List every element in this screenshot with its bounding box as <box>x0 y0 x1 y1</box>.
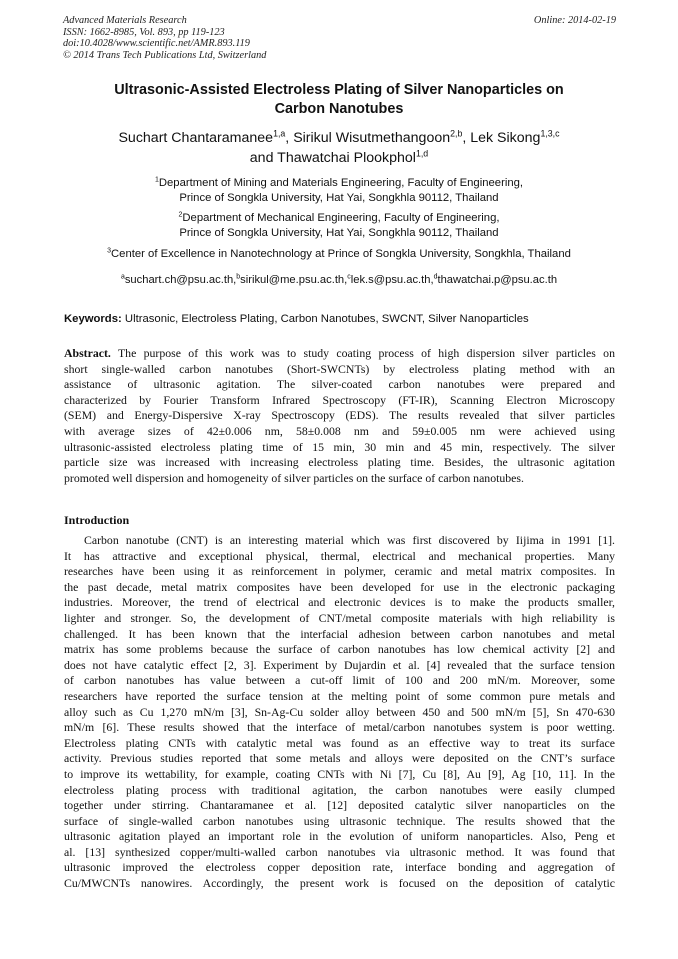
introduction-line <box>64 580 615 596</box>
affiliation-3 <box>40 247 638 262</box>
author-3-sup: 1,3,c <box>540 128 560 139</box>
introduction-line <box>64 720 615 736</box>
abstract-line-text: The purpose of this work was to study coating process of high dispersion silver particles on <box>117 346 615 360</box>
paper-title <box>64 81 614 119</box>
copyright: © 2014 Trans Tech Publications Ltd, Switzerland <box>63 49 267 61</box>
abstract-line <box>64 440 615 456</box>
introduction-line-text: activity. Previous studies reported that some metals and alloys were deposited on the CNT’s surface <box>64 751 615 766</box>
email-d-link[interactable]: thawatchai.p@psu.ac.th <box>437 274 558 286</box>
introduction-line <box>64 658 615 674</box>
introduction-line-text: the past decade, metal matrix composites have been developed for use in the electronic packaging <box>64 579 615 594</box>
abstract-line-text: with average sizes of 42±0.006 nm, 58±0.008 nm and 59±0.005 nm were achieved using <box>64 423 615 438</box>
abstract <box>64 346 615 486</box>
introduction-line-text: matrix has some problems because the surface of carbon nanotubes has low chemical activity [2] and <box>64 642 615 657</box>
keywords-text: Ultrasonic, Electroless Plating, Carbon Nanotubes, SWCNT, Silver Nanoparticles <box>124 313 529 325</box>
introduction-line-text: of carbon nanotubes has value between a cut-off limit of 100 and 200 mN/m. Moreover, some <box>64 673 615 688</box>
introduction-line <box>64 767 615 783</box>
introduction-line-text: It has attractive and exceptional physical, thermal, electrical and mechanical properties. Many <box>64 548 615 563</box>
affiliation-3-sup: 3 <box>107 247 111 255</box>
introduction-line-text: researchers have reported the surface tension at the melting point of some common pure metals and <box>64 688 615 703</box>
introduction-line-text: alloy such as Cu 1,270 mN/m [3], Sn-Ag-Cu solder alloy between 450 and 500 mN/m [5], Sn 470-630 <box>64 704 615 719</box>
introduction-line <box>64 814 615 830</box>
affiliation-2-sup: 2 <box>178 211 183 219</box>
abstract-line <box>64 346 615 362</box>
abstract-line <box>64 408 615 424</box>
introduction-line <box>64 845 615 861</box>
introduction-line-text: challenged. It has been known that the interfacial adhesion between carbon nanotubes and metal <box>64 626 615 641</box>
introduction-line-text: surface of single-walled carbon nanotubes using ultrasonic technique. The results showed that the <box>64 813 615 828</box>
abstract-line-text: assistance of ultrasonic agitation. The silver-coated carbon nanotubes were prepared and <box>64 377 615 392</box>
introduction-line-text: together under stirring. Chantaramanee et al. [12] deposited catalytic silver nanoparticles on the <box>64 798 615 813</box>
abstract-line-text: ultrasonic-assisted electroless plating time of 15 min, 30 min and 45 min, respectively. The silver <box>64 439 615 454</box>
introduction-line <box>64 611 615 627</box>
affiliation-2-line-2: Prince of Songkla University, Hat Yai, Songkhla 90112, Thailand <box>179 227 499 239</box>
introduction-line <box>64 689 615 705</box>
introduction-line <box>64 549 615 565</box>
abstract-line <box>64 455 615 471</box>
introduction-line <box>64 736 615 752</box>
introduction-line <box>64 829 615 845</box>
email-b-link[interactable]: sirikul@me.psu.ac.th, <box>240 274 348 286</box>
affiliation-1-line-1: Department of Mining and Materials Engineering, Faculty of Engineering, <box>158 177 524 189</box>
author-1: Suchart Chantaramanee <box>118 130 274 146</box>
email-a-link[interactable]: suchart.ch@psu.ac.th, <box>124 274 237 286</box>
introduction-line <box>64 705 615 721</box>
keywords-label: Keywords: <box>64 313 122 325</box>
introduction-line <box>64 860 615 876</box>
title-line-1: Ultrasonic-Assisted Electroless Plating of Silver Nanoparticles on <box>114 82 564 98</box>
introduction-line <box>64 751 615 767</box>
introduction-line <box>64 533 615 549</box>
abstract-line-text: (SEM) and Energy-Dispersive X-ray Spectroscopy (EDS). The results revealed that silver particles <box>64 408 615 423</box>
abstract-line <box>64 393 615 409</box>
introduction-line <box>64 642 615 658</box>
author-2: Sirikul Wisutmethangoon <box>293 130 451 146</box>
abstract-line <box>64 424 615 440</box>
introduction-line-text: researches have been using it as reinforcement in polymer, ceramic and metal matrix composites. In <box>64 564 615 579</box>
abstract-line-text: promoted well dispersion and homogeneity of silver particles on the surface of carbon nanotubes. <box>64 470 524 485</box>
affiliation-2-line-1: Department of Mechanical Engineering, Faculty of Engineering, <box>182 212 500 224</box>
introduction-line <box>64 673 615 689</box>
abstract-line-text: characterized by Fourier Transform Infrared Spectroscopy (FT-IR), Scanning Electron Microscopy <box>64 392 615 407</box>
introduction-line-text: Electroless plating CNTs with catalytic metal was found as an effective way to treat its surface <box>64 735 615 750</box>
introduction-line-text: Carbon nanotube (CNT) is an interesting material which was first discovered by Iijima in 1991 [1]. <box>84 533 615 547</box>
email-c-link[interactable]: lek.s@psu.ac.th, <box>350 274 434 286</box>
introduction-line-text: al. [13] synthesized copper/multi-walled carbon nanotubes via ultrasonic method. It was found that <box>64 844 615 859</box>
journal-name: Advanced Materials Research <box>63 15 187 26</box>
affiliation-3-line-1: Center of Excellence in Nanotechnology at Prince of Songkla University, Songkhla, Thailand <box>111 248 571 260</box>
abstract-line-text: particle size was increased with increasing electroless plating time. Besides, the ultrasonic agitation <box>64 455 615 470</box>
introduction-line-text: does not have catalytic effect [2, 3]. Experiment by Dujardin et al. [4] revealed that the surface tension <box>64 657 615 672</box>
online-date: Online: 2014-02-19 <box>533 15 616 26</box>
email-list <box>40 274 638 286</box>
affiliation-2 <box>40 211 638 241</box>
introduction-line <box>64 783 615 799</box>
introduction-line-text: lighter and stronger. So, the development of CNT/metal composite materials with high reliability is <box>64 610 615 625</box>
introduction-line-text: electroless plating process with traditional agitation, the carbon nanotubes were easily clumped <box>64 782 615 797</box>
introduction-heading: Introduction <box>64 513 130 527</box>
abstract-line-text: short single-walled carbon nanotubes (Short-SWCNTs) by electroless plating method with an <box>64 361 615 376</box>
author-4-sup: 1,d <box>415 148 429 159</box>
email-a-sup: a <box>120 273 125 281</box>
affiliation-1-sup: 1 <box>154 176 159 184</box>
introduction-line <box>64 627 615 643</box>
author-2-sup: 2,b <box>450 128 463 139</box>
introduction-line-text: mN/m [6]. These results showed that the interface of metal/carbon nanotubes system is poor wetting. <box>64 720 615 735</box>
author-4: Thawatchai Plookphol <box>277 150 416 166</box>
introduction-line-text: to improve its wettability, for example, coating CNTs with Ni [7], Cu [8], Au [9], Ag [10, 11]. In the <box>64 766 615 781</box>
introduction-line-text: industries. Moreover, the trend of electrical and electronic devices is to make the products smaller, <box>64 595 615 610</box>
email-d-sup: d <box>433 273 438 281</box>
email-b-sup: b <box>236 273 241 281</box>
introduction-line <box>64 876 615 892</box>
introduction-line-text: Cu/MWCNTs nanowires. Accordingly, the present work is focused on the deposition of catalytic <box>64 876 615 891</box>
keywords <box>64 313 619 325</box>
introduction-line-text: ultrasonic improved the electroless copper deposition rate, interface bonding and aggregation of <box>64 860 615 875</box>
affiliation-1-line-2: Prince of Songkla University, Hat Yai, Songkhla 90112, Thailand <box>179 192 499 204</box>
journal-meta <box>63 15 266 61</box>
introduction-line-text: ultrasonic agitation played an important role in the evolution of uniform nanoparticles. Also, Peng et <box>64 829 615 844</box>
affiliation-1 <box>40 176 638 206</box>
doi: doi:10.4028/www.scientific.net/AMR.893.119 <box>63 38 250 50</box>
introduction-body <box>64 533 615 892</box>
issn: ISSN: 1662-8985, Vol. 893, pp 119-123 <box>63 26 225 38</box>
title-line-2: Carbon Nanotubes <box>274 101 404 117</box>
introduction-line <box>64 798 615 814</box>
abstract-line <box>64 362 615 378</box>
author-list: Suchart Chantaramanee$^{1,a}$, Sirikul Wisutmethangoon$^{2,b}$, Lek Sikong$^{1,3,c}$ and Thawatchai Plookphol$^{1,d}$ <box>118 128 560 166</box>
abstract-label: Abstract. <box>64 346 111 360</box>
abstract-line <box>64 471 615 487</box>
abstract-line <box>64 377 615 393</box>
author-1-sup: 1,a <box>273 128 286 139</box>
author-and: and <box>249 150 274 166</box>
introduction-line <box>64 595 615 611</box>
author-3: Lek Sikong <box>470 130 541 146</box>
email-c-sup: c <box>347 273 351 281</box>
introduction-line <box>64 564 615 580</box>
